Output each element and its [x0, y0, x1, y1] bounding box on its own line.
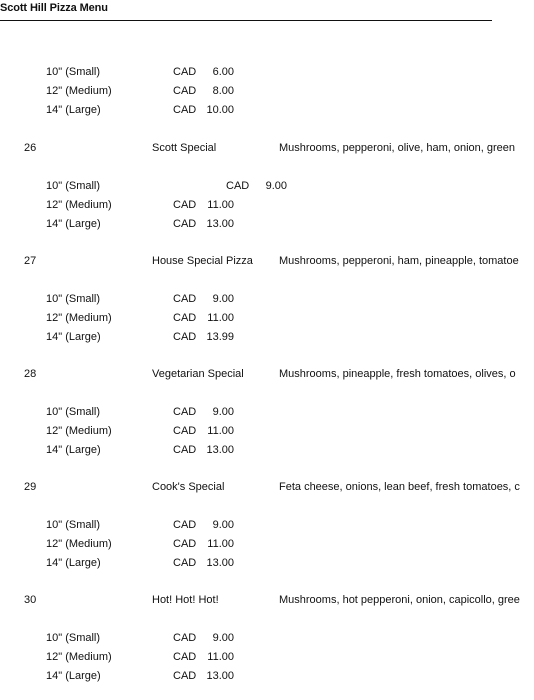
size-label: 14" (Large) [46, 557, 101, 569]
price-value: 9.00 [212, 632, 234, 644]
size-label: 14" (Large) [46, 331, 101, 343]
item-number: 30 [24, 594, 37, 606]
item-number: 27 [24, 255, 37, 267]
currency-label: CAD [173, 104, 197, 116]
size-label: 10" (Small) [46, 180, 101, 192]
currency-label: CAD [226, 180, 250, 192]
item-description: Feta cheese, onions, lean beef, fresh tomatoes, c [279, 481, 520, 493]
item-name: Vegetarian Special [152, 368, 244, 380]
size-label: 14" (Large) [46, 104, 101, 116]
price-value: 9.00 [212, 293, 234, 305]
price-value: 11.00 [207, 425, 234, 437]
size-label: 10" (Small) [46, 406, 101, 418]
price-value: 13.99 [206, 331, 234, 343]
size-label: 12" (Medium) [46, 199, 112, 211]
currency-label: CAD [173, 632, 197, 644]
size-label: 12" (Medium) [46, 312, 112, 324]
item-description: Mushrooms, pepperoni, ham, pineapple, tomatoe [279, 255, 519, 267]
price-value: 13.00 [206, 218, 234, 230]
size-label: 10" (Small) [46, 519, 101, 531]
currency-label: CAD [173, 406, 197, 418]
size-label: 12" (Medium) [46, 85, 112, 97]
price-value: 11.00 [207, 312, 234, 324]
size-label: 12" (Medium) [46, 425, 112, 437]
price-value: 11.00 [207, 199, 234, 211]
size-label: 10" (Small) [46, 293, 101, 305]
price-value: 10.00 [206, 104, 234, 116]
currency-label: CAD [173, 538, 197, 550]
currency-label: CAD [173, 293, 197, 305]
size-label: 10" (Small) [46, 632, 101, 644]
item-number: 26 [24, 142, 37, 154]
item-name: House Special Pizza [152, 255, 253, 267]
size-label: 14" (Large) [46, 444, 101, 456]
size-label: 14" (Large) [46, 670, 101, 682]
currency-label: CAD [173, 85, 197, 97]
page-title: Scott Hill Pizza Menu [0, 2, 108, 14]
currency-label: CAD [173, 444, 197, 456]
price-value: 13.00 [206, 670, 234, 682]
size-label: 14" (Large) [46, 218, 101, 230]
item-name: Scott Special [152, 142, 217, 154]
currency-label: CAD [173, 331, 197, 343]
price-value: 9.00 [265, 180, 287, 192]
price-value: 11.00 [207, 538, 234, 550]
item-name: Cook's Special [152, 481, 225, 493]
currency-label: CAD [173, 66, 197, 78]
item-number: 28 [24, 368, 37, 380]
title-divider [0, 20, 492, 21]
currency-label: CAD [173, 199, 197, 211]
currency-label: CAD [173, 312, 197, 324]
item-number: 29 [24, 481, 37, 493]
price-value: 13.00 [206, 557, 234, 569]
price-value: 8.00 [212, 85, 234, 97]
item-description: Mushrooms, pepperoni, olive, ham, onion, green [279, 142, 516, 154]
size-label: 12" (Medium) [46, 651, 112, 663]
price-value: 9.00 [212, 406, 234, 418]
item-description: Mushrooms, hot pepperoni, onion, capicollo, gree [279, 594, 520, 606]
price-value: 13.00 [206, 444, 234, 456]
size-label: 10" (Small) [46, 66, 101, 78]
size-label: 12" (Medium) [46, 538, 112, 550]
currency-label: CAD [173, 557, 197, 569]
price-value: 11.00 [207, 651, 234, 663]
currency-label: CAD [173, 651, 197, 663]
item-name: Hot! Hot! Hot! [152, 594, 219, 606]
currency-label: CAD [173, 519, 197, 531]
price-value: 6.00 [212, 66, 234, 78]
currency-label: CAD [173, 670, 197, 682]
item-description: Mushrooms, pineapple, fresh tomatoes, olives, o [279, 368, 516, 380]
price-value: 9.00 [212, 519, 234, 531]
currency-label: CAD [173, 425, 197, 437]
currency-label: CAD [173, 218, 197, 230]
